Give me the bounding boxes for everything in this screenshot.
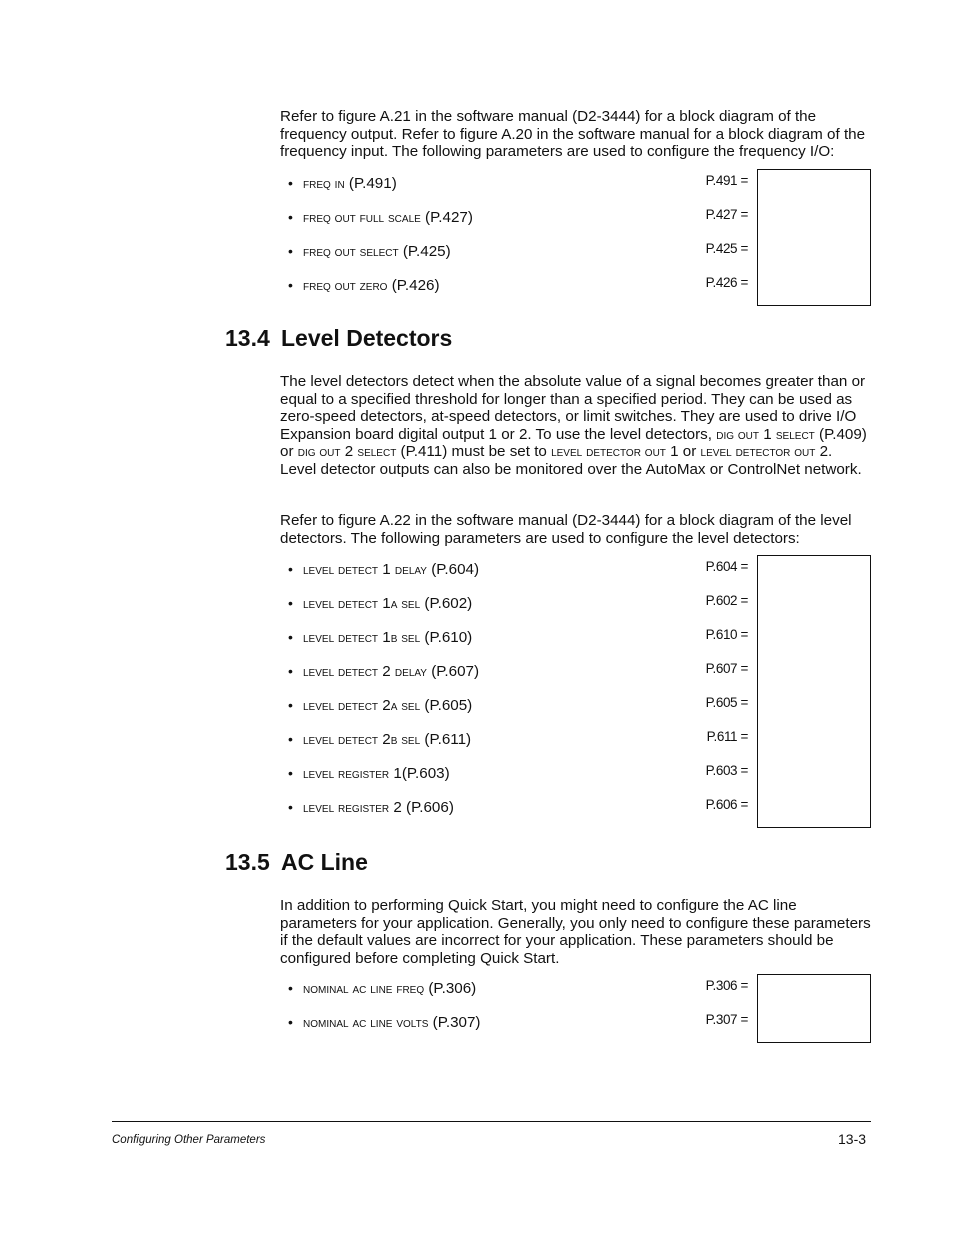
bullet: • — [288, 697, 293, 713]
param-label: level detect 2b sel (P.611) — [303, 731, 472, 748]
section-heading-13-5: 13.5 AC Line — [225, 849, 368, 875]
param-value-box[interactable] — [757, 759, 871, 794]
param-label: freq out select (P.425) — [303, 243, 451, 260]
param-value-box[interactable] — [757, 271, 871, 306]
param-row-p427 — [0, 203, 954, 237]
param-code-label: P.491 = — [705, 173, 748, 188]
param-code-label: P.604 = — [705, 559, 748, 574]
param-label: freq out zero (P.426) — [303, 277, 440, 294]
bullet: • — [288, 980, 293, 996]
param-label: level detect 1b sel (P.610) — [303, 629, 473, 646]
param-label: freq in (P.491) — [303, 175, 397, 192]
param-row-p611 — [0, 725, 954, 759]
param-value-box[interactable] — [757, 974, 871, 1009]
param-code-label: P.602 = — [705, 593, 748, 608]
param-value-box[interactable] — [757, 1008, 871, 1043]
param-code-label: P.427 = — [705, 207, 748, 222]
level-detectors-paragraph: The level detectors detect when the absolute value of a signal becomes greater than or equal to a specified threshold for longer than a specified period. They can be used as zero-speed detectors, at-speed detectors, or limit switches. They are used to drive I/O Expansion board digital output 1 or 2. To use the level detectors, dig out 1 select (P.409) or dig out 2 select (P.411) must be set to level detector out 1 or level detector out 2. Level detector outputs can also be monitored over the AutoMax or ControlNet network. — [280, 373, 867, 478]
bullet: • — [288, 799, 293, 815]
param-row-p602 — [0, 589, 954, 623]
bullet: • — [288, 765, 293, 781]
param-row-p425 — [0, 237, 954, 271]
param-row-p307 — [0, 1008, 954, 1042]
param-code-label: P.603 = — [705, 763, 748, 778]
param-value-box[interactable] — [757, 237, 871, 272]
param-value-box[interactable] — [757, 725, 871, 760]
param-label: level register 2 (P.606) — [303, 799, 454, 816]
param-code-label: P.610 = — [705, 627, 748, 642]
param-value-box[interactable] — [757, 793, 871, 828]
param-code-label: P.606 = — [705, 797, 748, 812]
param-row-p607 — [0, 657, 954, 691]
section-heading-13-4: 13.4 Level Detectors — [225, 325, 453, 351]
param-row-p605 — [0, 691, 954, 725]
param-label: nominal ac line volts (P.307) — [303, 1014, 481, 1031]
footer-rule — [112, 1121, 871, 1122]
param-label: level detect 2a sel (P.605) — [303, 697, 473, 714]
param-row-p426 — [0, 271, 954, 305]
param-value-box[interactable] — [757, 623, 871, 658]
param-value-box[interactable] — [757, 589, 871, 624]
param-row-p306 — [0, 974, 954, 1008]
param-code-label: P.425 = — [705, 241, 748, 256]
param-code-label: P.611 = — [706, 729, 748, 744]
param-value-box[interactable] — [757, 203, 871, 238]
param-label: freq out full scale (P.427) — [303, 209, 473, 226]
param-code-label: P.306 = — [705, 978, 748, 993]
param-code-label: P.605 = — [705, 695, 748, 710]
param-label: level detect 1a sel (P.602) — [303, 595, 473, 612]
param-label: level register 1(P.603) — [303, 765, 450, 782]
bullet: • — [288, 277, 293, 293]
bullet: • — [288, 561, 293, 577]
param-row-p610 — [0, 623, 954, 657]
param-code-label: P.307 = — [705, 1012, 748, 1027]
bullet: • — [288, 175, 293, 191]
param-row-p604 — [0, 555, 954, 589]
page-number: 13-3 — [838, 1131, 867, 1147]
param-label: level detect 2 delay (P.607) — [303, 663, 480, 680]
param-value-box[interactable] — [757, 555, 871, 590]
param-code-label: P.426 = — [705, 275, 748, 290]
param-label: level detect 1 delay (P.604) — [303, 561, 480, 578]
bullet: • — [288, 1014, 293, 1030]
ac-line-paragraph: In addition to performing Quick Start, you might need to configure the AC line parameters for your application. Generally, you only need to configure these parameters if the default values are incorrect for your application. These parameters should be configured before completing Quick Start. — [280, 897, 871, 967]
level-detectors-reference-paragraph: Refer to figure A.22 in the software manual (D2-3444) for a block diagram of the level detectors. The following parameters are used to configure the level detectors: — [280, 512, 852, 547]
intro-paragraph: Refer to figure A.21 in the software manual (D2-3444) for a block diagram of the frequency output. Refer to figure A.20 in the software manual for a block diagram of the frequency input. The following parameters are used to configure the frequency I/O: — [280, 108, 866, 160]
bullet: • — [288, 209, 293, 225]
param-code-label: P.607 = — [705, 661, 748, 676]
param-value-box[interactable] — [757, 169, 871, 204]
footer-chapter-title: Configuring Other Parameters — [112, 1134, 266, 1146]
param-row-p491 — [0, 169, 954, 203]
bullet: • — [288, 595, 293, 611]
param-row-p606 — [0, 793, 954, 827]
param-label: nominal ac line freq (P.306) — [303, 980, 477, 997]
bullet: • — [288, 663, 293, 679]
param-row-p603 — [0, 759, 954, 793]
bullet: • — [288, 629, 293, 645]
bullet: • — [288, 243, 293, 259]
param-value-box[interactable] — [757, 691, 871, 726]
bullet: • — [288, 731, 293, 747]
param-value-box[interactable] — [757, 657, 871, 692]
